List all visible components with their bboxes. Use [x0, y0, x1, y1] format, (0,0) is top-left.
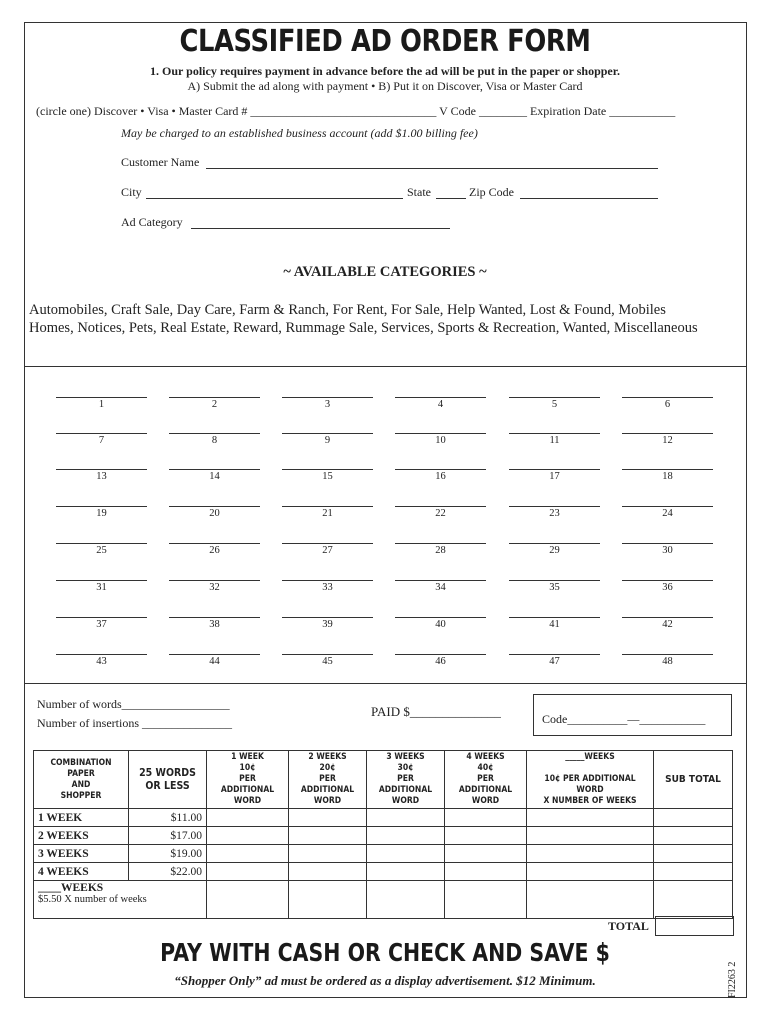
rate-row — [34, 845, 733, 863]
word-slot-number: 2 — [211, 399, 218, 410]
rate-entry-cell[interactable] — [207, 863, 289, 881]
rate-entry-cell[interactable] — [207, 809, 289, 827]
custom-weeks-note: $5.50 X number of weeks — [38, 894, 147, 905]
rate-row-label: 1 WEEK — [34, 809, 129, 827]
word-slot-number: 38 — [209, 619, 220, 630]
word-slot-line[interactable] — [282, 580, 373, 581]
word-slot-line[interactable] — [395, 543, 486, 544]
rate-row-price: $19.00 — [129, 845, 207, 863]
word-slot-line[interactable] — [509, 506, 600, 507]
word-grid — [24, 366, 747, 684]
rate-entry-cell[interactable] — [289, 827, 367, 845]
word-slot-line[interactable] — [509, 580, 600, 581]
word-slot-line[interactable] — [395, 506, 486, 507]
rate-entry-cell[interactable] — [654, 809, 733, 827]
rate-entry-cell[interactable] — [367, 827, 445, 845]
rate-entry-cell[interactable] — [445, 863, 527, 881]
word-slot-line[interactable] — [395, 397, 486, 398]
city-field[interactable] — [146, 198, 403, 199]
rate-entry-cell[interactable] — [527, 863, 654, 881]
word-slot-number: 17 — [549, 471, 560, 482]
word-slot-number: 33 — [322, 582, 333, 593]
word-slot-line[interactable] — [282, 397, 373, 398]
word-slot-number: 30 — [662, 545, 673, 556]
word-slot-line[interactable] — [622, 543, 713, 544]
ad-category-label: Ad Category — [121, 215, 183, 229]
word-slot-number: 22 — [435, 508, 446, 519]
rate-row — [34, 809, 733, 827]
rate-entry-cell[interactable] — [445, 827, 527, 845]
word-slot-line[interactable] — [169, 433, 260, 434]
rate-entry-cell[interactable] — [445, 809, 527, 827]
word-slot-line[interactable] — [169, 580, 260, 581]
word-slot-line[interactable] — [56, 580, 147, 581]
word-slot-line[interactable] — [622, 433, 713, 434]
rate-entry-cell[interactable] — [289, 863, 367, 881]
word-slot-number: 43 — [96, 656, 107, 667]
form-id: FI2263 2 — [727, 961, 738, 998]
word-slot-number: 13 — [96, 471, 107, 482]
word-slot-line[interactable] — [622, 506, 713, 507]
customer-name-label: Customer Name — [121, 155, 200, 169]
rate-entry-cell[interactable] — [654, 827, 733, 845]
rate-entry-cell[interactable] — [527, 827, 654, 845]
card-info-line[interactable]: (circle one) Discover • Visa • Master Card # _______________________________ V Code ________ Expiration Date ___________ — [36, 104, 676, 118]
word-slot-line[interactable] — [169, 506, 260, 507]
word-slot-line[interactable] — [169, 397, 260, 398]
word-slot-line[interactable] — [282, 469, 373, 470]
word-slot-line[interactable] — [56, 397, 147, 398]
rate-row-price: $22.00 — [129, 863, 207, 881]
word-slot-number: 8 — [211, 435, 218, 446]
rate-entry-cell[interactable] — [367, 845, 445, 863]
word-slot-number: 41 — [549, 619, 560, 630]
rate-row-label: 2 WEEKS — [34, 827, 129, 845]
word-slot-number: 40 — [435, 619, 446, 630]
word-slot-number: 47 — [549, 656, 560, 667]
word-slot-line[interactable] — [395, 654, 486, 655]
rate-entry-cell[interactable] — [207, 845, 289, 863]
rate-row — [34, 863, 733, 881]
word-slot-number: 48 — [662, 656, 673, 667]
word-slot-number: 9 — [324, 435, 331, 446]
word-slot-number: 6 — [664, 399, 671, 410]
word-slot-number: 37 — [96, 619, 107, 630]
header-3-weeks: 3 WEEKS 30¢ PER ADDITIONAL WORD — [367, 751, 445, 809]
number-of-words[interactable]: Number of words__________________ — [37, 697, 230, 711]
city-label: City — [121, 185, 142, 199]
rate-row-price: $17.00 — [129, 827, 207, 845]
word-slot-line[interactable] — [509, 469, 600, 470]
word-slot-line[interactable] — [56, 654, 147, 655]
word-slot-line[interactable] — [282, 617, 373, 618]
word-slot-number: 10 — [435, 435, 446, 446]
header-4-weeks: 4 WEEKS 40¢ PER ADDITIONAL WORD — [445, 751, 527, 809]
word-slot-number: 20 — [209, 508, 220, 519]
rate-entry-cell[interactable] — [289, 809, 367, 827]
word-slot-number: 35 — [549, 582, 560, 593]
payment-policy: 1. Our policy requires payment in advance before the ad will be put in the paper or shopper. — [150, 64, 620, 78]
zip-label: Zip Code — [469, 185, 514, 199]
state-label: State — [407, 185, 431, 199]
word-slot-number: 11 — [549, 435, 560, 446]
total-label: TOTAL — [608, 919, 649, 933]
word-slot-number: 3 — [324, 399, 331, 410]
form-title: CLASSIFIED AD ORDER FORM — [179, 24, 591, 59]
word-slot-number: 4 — [437, 399, 444, 410]
code-field[interactable]: Code__________—___________ — [542, 712, 706, 726]
word-slot-line[interactable] — [509, 654, 600, 655]
categories-line-2: Homes, Notices, Pets, Real Estate, Reward, Rummage Sale, Services, Sports & Recreation, Wanted, Miscellaneous — [29, 320, 698, 336]
word-slot-line[interactable] — [56, 543, 147, 544]
word-slot-line[interactable] — [56, 433, 147, 434]
word-slot-number: 45 — [322, 656, 333, 667]
word-slot-line[interactable] — [282, 506, 373, 507]
word-slot-line[interactable] — [282, 433, 373, 434]
word-slot-line[interactable] — [395, 617, 486, 618]
word-slot-number: 26 — [209, 545, 220, 556]
customer-name-field[interactable] — [206, 168, 658, 169]
word-slot-number: 15 — [322, 471, 333, 482]
word-slot-line[interactable] — [509, 617, 600, 618]
word-slot-number: 39 — [322, 619, 333, 630]
word-slot-number: 1 — [98, 399, 105, 410]
word-slot-line[interactable] — [622, 397, 713, 398]
word-slot-number: 25 — [96, 545, 107, 556]
word-slot-line[interactable] — [56, 617, 147, 618]
word-slot-number: 18 — [662, 471, 673, 482]
word-slot-line[interactable] — [509, 543, 600, 544]
rate-entry-cell[interactable] — [445, 845, 527, 863]
word-slot-line[interactable] — [56, 506, 147, 507]
rate-entry-cell[interactable] — [654, 845, 733, 863]
word-slot-number: 42 — [662, 619, 673, 630]
word-slot-number: 16 — [435, 471, 446, 482]
categories-heading: ~ AVAILABLE CATEGORIES ~ — [283, 264, 487, 280]
code-box — [533, 694, 732, 736]
word-slot-number: 7 — [98, 435, 105, 446]
word-slot-number: 36 — [662, 582, 673, 593]
word-slot-number: 5 — [551, 399, 558, 410]
word-slot-line[interactable] — [509, 397, 600, 398]
zip-field[interactable] — [520, 198, 658, 199]
word-slot-line[interactable] — [169, 469, 260, 470]
rate-row — [34, 827, 733, 845]
shopper-note: “Shopper Only” ad must be ordered as a display advertisement. $12 Minimum. — [174, 973, 596, 988]
word-slot-number: 28 — [435, 545, 446, 556]
rate-entry-cell[interactable] — [289, 845, 367, 863]
word-slot-line[interactable] — [282, 654, 373, 655]
word-slot-number: 14 — [209, 471, 220, 482]
ad-category-field[interactable] — [191, 228, 450, 229]
header-1-week: 1 WEEK 10¢ PER ADDITIONAL WORD — [207, 751, 289, 809]
number-of-insertions[interactable]: Number of insertions _______________ — [37, 716, 232, 730]
word-slot-number: 29 — [549, 545, 560, 556]
word-slot-number: 21 — [322, 508, 333, 519]
total-field[interactable] — [655, 916, 734, 936]
billing-note: May be charged to an established business account (add $1.00 billing fee) — [121, 126, 478, 140]
custom-weeks-label[interactable]: ____WEEKS — [38, 882, 104, 894]
word-slot-number: 23 — [549, 508, 560, 519]
word-slot-line[interactable] — [395, 433, 486, 434]
paid-amount[interactable]: PAID $______________ — [371, 704, 501, 719]
rate-row-label: 4 WEEKS — [34, 863, 129, 881]
word-slot-line[interactable] — [622, 617, 713, 618]
rate-entry-cell[interactable] — [367, 809, 445, 827]
word-slot-number: 34 — [435, 582, 446, 593]
rate-row-price: $11.00 — [129, 809, 207, 827]
word-slot-line[interactable] — [622, 469, 713, 470]
header-words: 25 WORDS OR LESS — [129, 751, 207, 809]
rate-row-label: 3 WEEKS — [34, 845, 129, 863]
word-slot-line[interactable] — [622, 580, 713, 581]
header-2-weeks: 2 WEEKS 20¢ PER ADDITIONAL WORD — [289, 751, 367, 809]
word-slot-number: 32 — [209, 582, 220, 593]
word-slot-line[interactable] — [56, 469, 147, 470]
rate-entry-cell[interactable] — [367, 863, 445, 881]
rate-entry-cell[interactable] — [527, 809, 654, 827]
rate-row-custom — [34, 881, 733, 919]
word-slot-line[interactable] — [169, 617, 260, 618]
payment-options: A) Submit the ad along with payment • B) Put it on Discover, Visa or Master Card — [187, 79, 583, 93]
word-slot-line[interactable] — [395, 469, 486, 470]
word-slot-number: 12 — [662, 435, 673, 446]
word-slot-number: 27 — [322, 545, 333, 556]
rate-entry-cell[interactable] — [654, 863, 733, 881]
word-slot-line[interactable] — [282, 543, 373, 544]
state-field[interactable] — [436, 198, 466, 199]
rates-table — [33, 750, 733, 919]
word-slot-line[interactable] — [169, 654, 260, 655]
word-slot-line[interactable] — [169, 543, 260, 544]
word-slot-number: 31 — [96, 582, 107, 593]
word-slot-line[interactable] — [622, 654, 713, 655]
header-sub-total: SUB TOTAL — [654, 751, 733, 809]
rate-entry-cell[interactable] — [527, 845, 654, 863]
word-slot-number: 44 — [209, 656, 220, 667]
rate-entry-cell[interactable] — [207, 827, 289, 845]
categories-line-1: Automobiles, Craft Sale, Day Care, Farm & Ranch, For Rent, For Sale, Help Wanted, Lost & Found, Mobiles — [29, 302, 666, 318]
pay-cash-banner: PAY WITH CASH OR CHECK AND SAVE $ — [160, 938, 610, 967]
header-combination: COMBINATION PAPER AND SHOPPER — [34, 751, 129, 809]
header-custom-weeks: _____WEEKS 10¢ PER ADDITIONAL WORD X NUMBER OF WEEKS — [527, 751, 654, 809]
word-slot-line[interactable] — [509, 433, 600, 434]
word-slot-number: 24 — [662, 508, 673, 519]
word-slot-number: 19 — [96, 508, 107, 519]
word-slot-number: 46 — [435, 656, 446, 667]
word-slot-line[interactable] — [395, 580, 486, 581]
